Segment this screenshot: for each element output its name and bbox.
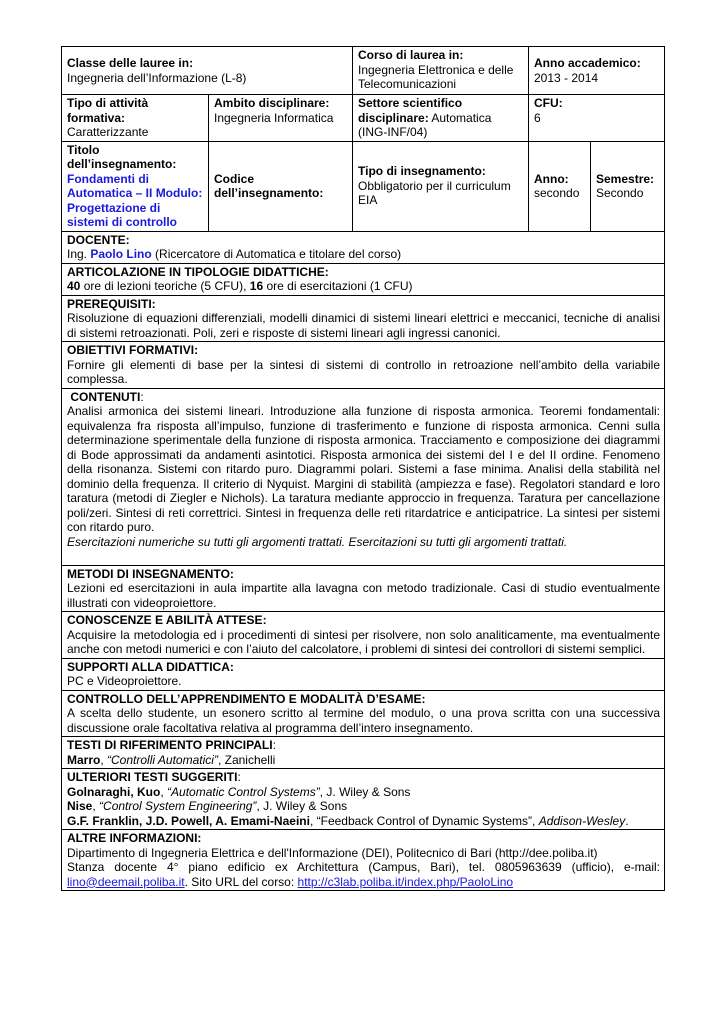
titolo-cell bbox=[62, 141, 209, 231]
supporti-cell bbox=[62, 658, 665, 690]
testi-row bbox=[62, 737, 665, 769]
anno-accademico-value: 2013 - 2014 bbox=[534, 70, 599, 85]
contenuti-italic-text: Esercitazioni numeriche su tutti gli argomenti trattati. Esercitazioni su tutti gli argomenti trattati. bbox=[67, 534, 568, 549]
supporti-text: PC e Videoproiettore. bbox=[67, 674, 182, 688]
controllo-label: CONTROLLO DELL’APPRENDIMENTO E MODALITÀ D’ESAME: bbox=[67, 691, 426, 706]
ulteriori-cell bbox=[62, 769, 665, 830]
settore-cell bbox=[353, 95, 529, 142]
articolazione-label: ARTICOLAZIONE IN TIPOLOGIE DIDATTICHE: bbox=[67, 264, 329, 279]
lezioni-text: ore di lezioni teoriche (5 CFU), bbox=[83, 279, 247, 293]
prerequisiti-text: Risoluzione di equazioni differenziali, modelli dinamici di sistemi lineari elettrici e meccanici, tecniche di analisi di sistemi retroazionati. Poli, zeri e risposte di sistemi lineari agli ingressi canonici. bbox=[67, 311, 661, 340]
codice-label: Codice dell’insegnamento: bbox=[214, 171, 324, 200]
obiettivi-text: Fornire gli elementi di base per la sintesi di sistemi di controllo in retroazione nell’ambito della variabile complessa. bbox=[67, 357, 661, 386]
ambito-value: Ingegneria Informatica bbox=[214, 110, 334, 125]
url-prefix: . Sito URL del corso: bbox=[184, 874, 295, 889]
ulteriori-label: ULTERIORI TESTI SUGGERITI bbox=[67, 770, 238, 784]
obiettivi-row bbox=[62, 342, 665, 389]
contenuti-label: CONTENUTI bbox=[70, 389, 141, 404]
header-row-2 bbox=[62, 95, 665, 142]
conoscenze-text: Acquisire la metodologia ed i procedimenti di sintesi per risolvere, non solo analiticamente, ma eventualmente anche con metodi numerici e con l’aiuto del calcolatore, i problemi di sintesi dei controllori di sistemi semplici. bbox=[67, 627, 661, 656]
titolo-value: Fondamenti di Automatica – II Modulo: Progettazione di sistemi di controllo bbox=[67, 171, 203, 229]
ulteriori-colon: : bbox=[237, 770, 241, 784]
altre-label: ALTRE INFORMAZIONI: bbox=[67, 831, 202, 845]
course-sheet bbox=[61, 46, 664, 891]
ore-lezioni: 40 bbox=[67, 279, 81, 293]
contenuti-colon: : bbox=[140, 389, 144, 404]
book-publisher: J. Wiley & Sons bbox=[326, 784, 411, 799]
tipo-cell bbox=[62, 95, 209, 142]
metodi-cell bbox=[62, 565, 665, 612]
controllo-cell bbox=[62, 690, 665, 737]
cfu-value: 6 bbox=[534, 110, 541, 125]
classe-label: Classe delle lauree in: bbox=[67, 56, 194, 70]
corso-cell bbox=[353, 47, 529, 95]
testi-label: TESTI DI RIFERIMENTO PRINCIPALI bbox=[67, 738, 273, 752]
prerequisiti-label: PREREQUISITI: bbox=[67, 296, 156, 311]
anno-value: secondo bbox=[534, 186, 580, 200]
semestre-value: Secondo bbox=[596, 186, 644, 200]
conoscenze-row bbox=[62, 612, 665, 659]
header-row-3 bbox=[62, 141, 665, 231]
settore-value: (ING-INF/04) bbox=[358, 125, 428, 139]
corso-label: Corso di laurea in: bbox=[358, 48, 464, 62]
tipo-insegnamento-cell bbox=[353, 141, 529, 231]
altre-dipartimento: Dipartimento di Ingegneria Elettrica e dell'Informazione (DEI), Politecnico di Bari (http://dee.poliba.it) bbox=[67, 845, 598, 860]
anno-cell bbox=[529, 141, 591, 231]
docente-name: Paolo Lino bbox=[90, 247, 152, 261]
tipo-insegnamento-value: Obbligatorio per il curriculum EIA bbox=[358, 178, 511, 208]
book-item: G.F. Franklin, J.D. Powell, A. Emami-Naeini, “Feedback Control of Dynamic Systems”, Addison-Wesley. bbox=[67, 813, 629, 828]
esercitazioni-text: ore di esercitazioni (1 CFU) bbox=[266, 279, 413, 293]
docente-row bbox=[62, 231, 665, 263]
course-table bbox=[61, 46, 665, 891]
semestre-label: Semestre: bbox=[596, 171, 655, 186]
testi-title: “Controlli Automatici” bbox=[107, 752, 218, 767]
book-title: “Feedback Control of Dynamic Systems” bbox=[316, 813, 533, 828]
tipo-insegnamento-label: Tipo di insegnamento: bbox=[358, 164, 486, 179]
metodi-text: Lezioni ed esercitazioni in aula impartite alla lavagna con metodo tradizionale. Casi di studio eventualmente illustrati con videoproiettore. bbox=[67, 581, 661, 610]
anno-accademico-label: Anno accademico: bbox=[534, 56, 641, 70]
settore-value-inline: Automatica bbox=[431, 110, 492, 125]
semestre-cell bbox=[591, 141, 665, 231]
testi-colon: : bbox=[272, 738, 276, 752]
classe-cell bbox=[62, 47, 353, 95]
ambito-cell bbox=[209, 95, 353, 142]
testi-publisher: Zanichelli bbox=[224, 752, 276, 767]
ulteriori-row bbox=[62, 769, 665, 830]
titolo-label: Titolo dell’insegnamento: bbox=[67, 142, 177, 171]
contenuti-row bbox=[62, 388, 665, 565]
prerequisiti-cell bbox=[62, 295, 665, 342]
cfu-cell bbox=[529, 95, 665, 142]
altre-row bbox=[62, 830, 665, 891]
testi-author: Marro bbox=[67, 752, 101, 767]
book-publisher: Addison-Wesley bbox=[538, 813, 626, 828]
anno-accademico-cell bbox=[529, 47, 665, 95]
anno-label: Anno: bbox=[534, 171, 569, 186]
book-title: “Control System Engineering” bbox=[99, 799, 257, 813]
email-link[interactable]: lino@deemail.poliba.it bbox=[67, 874, 185, 889]
tipo-value: Caratterizzante bbox=[67, 125, 149, 139]
ambito-label: Ambito disciplinare: bbox=[214, 96, 330, 110]
testi-cell: TESTI DI RIFERIMENTO PRINCIPALI: Marro, “Controlli Automatici”, Zanichelli bbox=[62, 737, 665, 769]
metodi-row bbox=[62, 565, 665, 612]
obiettivi-cell bbox=[62, 342, 665, 389]
codice-cell bbox=[209, 141, 353, 231]
docente-label: DOCENTE: bbox=[67, 232, 130, 247]
supporti-label: SUPPORTI ALLA DIDATTICA: bbox=[67, 659, 234, 674]
articolazione-row bbox=[62, 263, 665, 295]
docente-cell bbox=[62, 231, 665, 263]
book-item: Nise, “Control System Engineering”, J. Wiley & Sons bbox=[67, 799, 348, 813]
altre-cell bbox=[62, 830, 665, 891]
conoscenze-label: CONOSCENZE E ABILITÀ ATTESE: bbox=[67, 613, 267, 627]
book-author: Golnaraghi, Kuo bbox=[67, 784, 161, 799]
controllo-row bbox=[62, 690, 665, 737]
metodi-label: METODI DI INSEGNAMENTO: bbox=[67, 566, 234, 581]
docente-prefix: Ing. bbox=[67, 247, 88, 261]
tipo-label: Tipo di attività formativa: bbox=[67, 96, 149, 125]
docente-suffix: (Ricercatore di Automatica e titolare del corso) bbox=[155, 247, 402, 261]
ore-esercitazioni: 16 bbox=[249, 279, 264, 293]
altre-stanza: Stanza docente 4° piano edificio ex Architettura (Campus, Bari), tel. 0805963639 (ufficio), e-mail: bbox=[67, 860, 661, 874]
articolazione-cell bbox=[62, 263, 665, 295]
book-publisher: J. Wiley & Sons bbox=[263, 799, 348, 813]
supporti-row bbox=[62, 658, 665, 690]
book-author: Nise bbox=[67, 799, 93, 813]
course-url-link[interactable]: http://c3lab.poliba.it/index.php/PaoloLino bbox=[297, 874, 514, 889]
classe-value: Ingegneria dell’Informazione (L-8) bbox=[67, 70, 247, 85]
obiettivi-label: OBIETTIVI FORMATIVI: bbox=[67, 343, 199, 357]
settore-label: Settore scientifico disciplinare: bbox=[358, 96, 463, 125]
contenuti-text: Analisi armonica dei sistemi lineari. Introduzione alla funzione di risposta armonica. Teoremi fondamentali: equivalenza fra risposta all’impulso, funzione di trasferimento e funzione di risposta armonica. Cenni sulla determinazione sperimentale della funzione di risposta armonica. Tracciamento e composizione dei diagrammi di Bode approssimati da andamenti asintotici. Risposta armonica dei sistemi del I e del II ordine. Fenomeno della risonanza. Sistemi con ritardo puro. Diagrammi polari. Sistemi a fase minima. Analisi della stabilità nel dominio della frequenza. Il criterio di Nyquist. Margini di stabilità (ampiezza e fase). Regolatori standard e loro taratura (metodi di Ziegler e Nichols). La taratura mediante approccio in frequenza. Taratura per cancellazione poli/zeri. Sintesi di reti correttrici. Sintesi in frequenza delle reti ritardatrice e anticipatrice. La sintesi per sistemi con ritardo puro. bbox=[67, 404, 661, 534]
book-title: “Automatic Control Systems” bbox=[167, 784, 320, 799]
contenuti-cell bbox=[62, 388, 665, 565]
prerequisiti-row bbox=[62, 295, 665, 342]
corso-value: Ingegneria Elettronica e delle Telecomunicazioni bbox=[358, 62, 514, 91]
header-row-1 bbox=[62, 47, 665, 95]
cfu-label: CFU: bbox=[534, 96, 563, 110]
conoscenze-cell bbox=[62, 612, 665, 659]
book-item: Golnaraghi, Kuo, “Automatic Control Systems”, J. Wiley & Sons bbox=[67, 784, 411, 799]
controllo-text: A scelta dello studente, un esonero scritto al termine del modulo, o una prova scritta con una successiva discussione orale facoltativa relativa al programma dell’intero insegnamento. bbox=[67, 706, 661, 735]
book-author: G.F. Franklin, J.D. Powell, A. Emami-Naeini bbox=[67, 813, 310, 828]
